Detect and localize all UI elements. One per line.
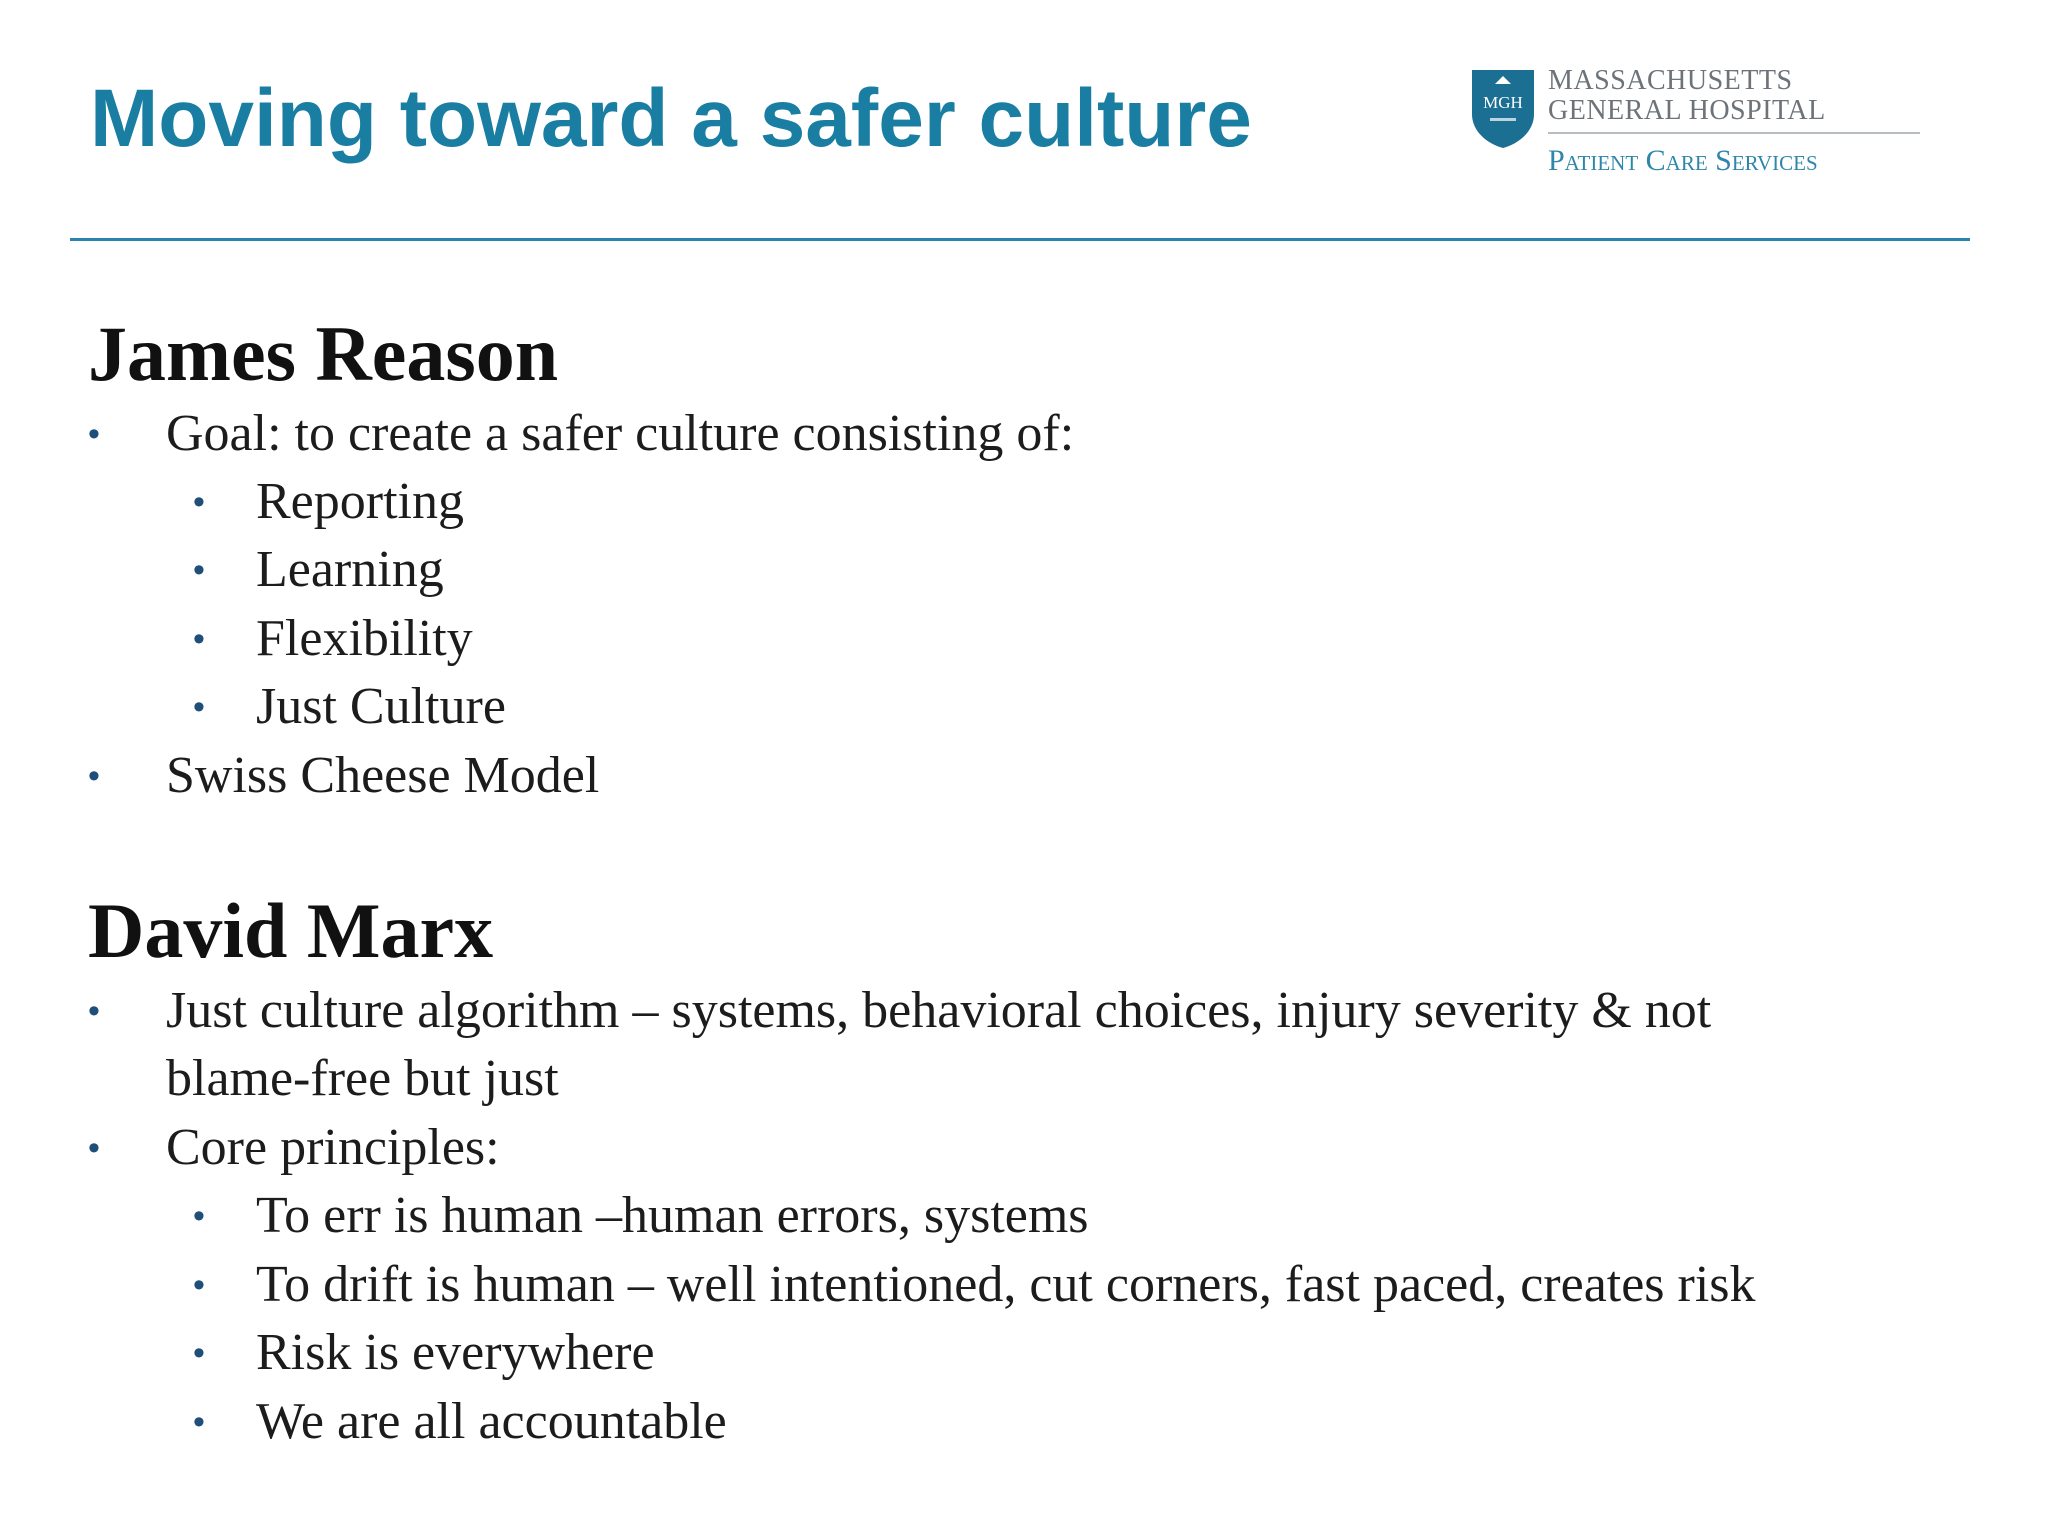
mgh-logo (1470, 62, 1920, 192)
bullet-icon: • (88, 1129, 100, 1167)
bullet-icon: • (88, 992, 100, 1030)
title-divider (70, 238, 1970, 241)
svg-text:MGH: MGH (1483, 93, 1523, 112)
list-item: Reporting (256, 473, 464, 530)
list-item: Risk is everywhere (256, 1324, 655, 1381)
bullet-icon: • (193, 1334, 205, 1372)
list-item: Learning (256, 541, 444, 598)
logo-line-2: GENERAL HOSPITAL (1548, 95, 1826, 126)
list-item: To err is human –human errors, systems (256, 1187, 1089, 1244)
bullet-icon: • (193, 688, 205, 726)
list-item-continuation: blame-free but just (166, 1050, 559, 1107)
bullet-icon: • (193, 1403, 205, 1441)
section-heading-james-reason: James Reason (88, 310, 559, 397)
list-item: Goal: to create a safer culture consisting of: (166, 405, 1075, 462)
logo-hospital-name (1548, 66, 1826, 126)
bullet-icon: • (193, 1266, 205, 1304)
bullet-icon: • (88, 415, 100, 453)
bullet-icon: • (193, 1197, 205, 1235)
list-item: Just Culture (256, 678, 506, 735)
bullet-icon: • (88, 757, 100, 795)
list-item: Flexibility (256, 610, 473, 667)
list-item: We are all accountable (256, 1393, 727, 1450)
mgh-shield-icon (1470, 68, 1536, 150)
list-item: Swiss Cheese Model (166, 747, 600, 804)
bullet-icon: • (193, 483, 205, 521)
bullet-icon: • (193, 620, 205, 658)
logo-divider (1548, 132, 1920, 134)
logo-subtitle: Patient Care Services (1548, 144, 1818, 177)
list-item: To drift is human – well intentioned, cut corners, fast paced, creates risk (256, 1256, 1756, 1313)
slide-title: Moving toward a safer culture (90, 73, 1252, 164)
list-item: Just culture algorithm – systems, behavioral choices, injury severity & not (166, 982, 1712, 1039)
section-heading-david-marx: David Marx (88, 887, 494, 974)
logo-line-1: MASSACHUSETTS (1548, 65, 1793, 96)
list-item: Core principles: (166, 1119, 500, 1176)
bullet-icon: • (193, 551, 205, 589)
